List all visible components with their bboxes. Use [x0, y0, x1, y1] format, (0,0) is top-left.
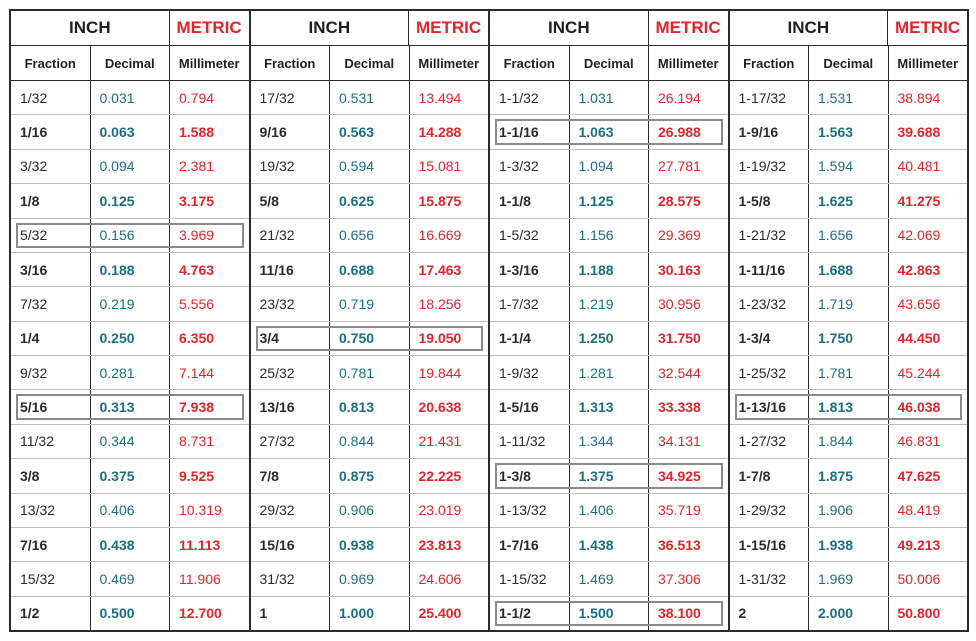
table-row [251, 562, 489, 596]
millimeter-cell: 42.069 [888, 219, 968, 252]
table-row [730, 322, 968, 356]
fraction-cell: 13/16 [259, 399, 295, 416]
table-row-highlighted [490, 597, 728, 630]
decimal-cell: 1.750 [808, 322, 888, 355]
table-row [730, 562, 968, 596]
conversion-table [9, 9, 969, 632]
millimeter-cell: 11.906 [169, 562, 249, 595]
fraction-cell: 1-23/32 [738, 295, 786, 312]
table-row [251, 184, 489, 218]
millimeter-cell: 15.875 [409, 184, 489, 217]
millimeter-cell: 47.625 [888, 459, 968, 492]
fraction-cell: 1-17/32 [738, 89, 786, 106]
decimal-cell: 1.875 [808, 459, 888, 492]
decimal-cell: 1.438 [569, 528, 649, 561]
decimal-cell: 0.344 [90, 425, 170, 458]
table-row [251, 528, 489, 562]
table-row-highlighted [251, 322, 489, 356]
millimeter-cell: 7.144 [169, 356, 249, 389]
table-row [490, 150, 728, 184]
table-row [490, 390, 728, 424]
millimeter-cell: 5.556 [169, 287, 249, 320]
table-row [490, 322, 728, 356]
fraction-cell: 7/16 [20, 536, 48, 553]
decimal-cell: 1.250 [569, 322, 649, 355]
table-row [490, 425, 728, 459]
fraction-cell: 23/32 [259, 295, 295, 312]
fraction-cell: 7/8 [259, 467, 279, 484]
table-row-highlighted [730, 390, 968, 424]
table-row [730, 150, 968, 184]
fraction-cell: 1-15/32 [499, 570, 547, 587]
millimeter-cell: 38.894 [888, 81, 968, 114]
table-body [730, 81, 968, 630]
millimeter-column-header: Millimeter [169, 46, 249, 80]
millimeter-cell: 13.494 [409, 81, 489, 114]
fraction-cell: 1-19/32 [738, 158, 786, 175]
fraction-cell: 1-3/32 [499, 158, 539, 175]
decimal-cell: 0.875 [329, 459, 409, 492]
decimal-cell: 0.844 [329, 425, 409, 458]
decimal-cell: 1.656 [808, 219, 888, 252]
decimal-cell: 1.500 [569, 597, 649, 630]
table-row [490, 184, 728, 218]
millimeter-cell: 43.656 [888, 287, 968, 320]
fraction-cell: 1-13/16 [738, 399, 786, 416]
table-row [251, 494, 489, 528]
table-row [730, 115, 968, 149]
fraction-cell: 1-1/8 [499, 192, 531, 209]
table-row [11, 322, 249, 356]
decimal-cell: 1.969 [808, 562, 888, 595]
decimal-cell: 1.125 [569, 184, 649, 217]
millimeter-cell: 39.688 [888, 115, 968, 148]
fraction-cell: 19/32 [259, 158, 295, 175]
millimeter-cell: 34.925 [648, 459, 728, 492]
fraction-column-header: Fraction [503, 55, 555, 71]
decimal-cell: 0.750 [329, 322, 409, 355]
inch-header: INCH [490, 11, 649, 45]
millimeter-cell: 34.131 [648, 425, 728, 458]
table-row-highlighted [11, 219, 249, 253]
decimal-column-header: Decimal [569, 46, 649, 80]
inch-header: INCH [730, 11, 889, 45]
millimeter-cell: 11.113 [169, 528, 249, 561]
decimal-cell: 0.594 [329, 150, 409, 183]
table-row [251, 597, 489, 630]
unit-header [730, 11, 968, 46]
millimeter-cell: 37.306 [648, 562, 728, 595]
decimal-cell: 1.406 [569, 494, 649, 527]
millimeter-cell: 15.081 [409, 150, 489, 183]
table-row [730, 184, 968, 218]
decimal-cell: 0.531 [329, 81, 409, 114]
decimal-cell: 1.781 [808, 356, 888, 389]
decimal-cell: 0.781 [329, 356, 409, 389]
table-row [730, 459, 968, 493]
fraction-cell: 31/32 [259, 570, 295, 587]
millimeter-column-header: Millimeter [648, 46, 728, 80]
millimeter-cell: 21.431 [409, 425, 489, 458]
decimal-cell: 0.500 [90, 597, 170, 630]
millimeter-cell: 30.956 [648, 287, 728, 320]
table-row-highlighted [11, 390, 249, 424]
decimal-cell: 1.563 [808, 115, 888, 148]
fraction-cell: 1-3/16 [499, 261, 539, 278]
millimeter-cell: 36.513 [648, 528, 728, 561]
fraction-cell: 1/4 [20, 330, 40, 347]
millimeter-cell: 14.288 [409, 115, 489, 148]
table-row [251, 459, 489, 493]
decimal-cell: 1.000 [329, 597, 409, 630]
table-row [251, 425, 489, 459]
decimal-cell: 0.313 [90, 390, 170, 423]
fraction-cell: 1-9/16 [738, 124, 779, 141]
fraction-cell: 15/16 [259, 536, 295, 553]
table-row [490, 81, 728, 115]
decimal-cell: 1.219 [569, 287, 649, 320]
column-headers [730, 46, 968, 81]
table-row-highlighted [490, 115, 728, 149]
column-group-3 [490, 11, 730, 630]
decimal-cell: 0.188 [90, 253, 170, 286]
millimeter-cell: 17.463 [409, 253, 489, 286]
fraction-cell: 1-1/2 [499, 605, 531, 622]
decimal-cell: 1.719 [808, 287, 888, 320]
millimeter-cell: 29.369 [648, 219, 728, 252]
table-row [490, 562, 728, 596]
table-row [490, 287, 728, 321]
millimeter-cell: 50.800 [888, 597, 968, 630]
millimeter-cell: 48.419 [888, 494, 968, 527]
fraction-cell: 3/32 [20, 158, 48, 175]
decimal-cell: 1.938 [808, 528, 888, 561]
table-row [11, 253, 249, 287]
fraction-cell: 25/32 [259, 364, 295, 381]
fraction-cell: 1/32 [20, 89, 48, 106]
millimeter-cell: 30.163 [648, 253, 728, 286]
millimeter-cell: 25.400 [409, 597, 489, 630]
millimeter-cell: 24.606 [409, 562, 489, 595]
fraction-cell: 5/32 [20, 227, 48, 244]
millimeter-column-header: Millimeter [409, 46, 489, 80]
decimal-cell: 0.563 [329, 115, 409, 148]
millimeter-cell: 19.844 [409, 356, 489, 389]
metric-header: METRIC [416, 18, 482, 37]
decimal-cell: 1.469 [569, 562, 649, 595]
decimal-cell: 1.594 [808, 150, 888, 183]
millimeter-cell: 3.969 [169, 219, 249, 252]
decimal-cell: 0.156 [90, 219, 170, 252]
decimal-cell: 1.094 [569, 150, 649, 183]
fraction-cell: 1 [259, 605, 268, 622]
millimeter-cell: 26.988 [648, 115, 728, 148]
table-row [490, 356, 728, 390]
fraction-cell: 1-7/8 [738, 467, 771, 484]
fraction-column-header: Fraction [743, 55, 795, 71]
fraction-cell: 7/32 [20, 295, 48, 312]
table-row [490, 494, 728, 528]
table-body [490, 81, 728, 630]
fraction-cell: 1-7/32 [499, 295, 539, 312]
fraction-cell: 1-11/32 [499, 433, 546, 450]
fraction-cell: 1-5/8 [738, 192, 771, 209]
table-row [730, 287, 968, 321]
column-headers [251, 46, 489, 81]
fraction-cell: 13/32 [20, 502, 56, 519]
fraction-cell: 21/32 [259, 227, 295, 244]
fraction-cell: 9/16 [259, 124, 287, 141]
decimal-cell: 0.031 [90, 81, 170, 114]
decimal-cell: 0.625 [329, 184, 409, 217]
decimal-cell: 1.063 [569, 115, 649, 148]
table-row [11, 459, 249, 493]
fraction-cell: 1-29/32 [738, 502, 786, 519]
table-row [251, 390, 489, 424]
decimal-cell: 0.094 [90, 150, 170, 183]
fraction-column-header: Fraction [24, 55, 76, 71]
table-row [251, 253, 489, 287]
millimeter-cell: 9.525 [169, 459, 249, 492]
millimeter-cell: 4.763 [169, 253, 249, 286]
millimeter-column-header: Millimeter [888, 46, 968, 80]
millimeter-cell: 23.019 [409, 494, 489, 527]
millimeter-cell: 10.319 [169, 494, 249, 527]
fraction-cell: 1-21/32 [738, 227, 786, 244]
decimal-cell: 0.438 [90, 528, 170, 561]
inch-header: INCH [11, 11, 170, 45]
column-group-2 [251, 11, 491, 630]
fraction-cell: 1/8 [20, 192, 40, 209]
decimal-cell: 0.719 [329, 287, 409, 320]
millimeter-cell: 41.275 [888, 184, 968, 217]
fraction-cell: 11/16 [259, 261, 294, 278]
table-row [11, 184, 249, 218]
decimal-cell: 1.906 [808, 494, 888, 527]
decimal-cell: 1.031 [569, 81, 649, 114]
decimal-cell: 1.844 [808, 425, 888, 458]
decimal-cell: 1.531 [808, 81, 888, 114]
table-row [730, 494, 968, 528]
table-row [251, 150, 489, 184]
millimeter-cell: 44.450 [888, 322, 968, 355]
fraction-column-header: Fraction [264, 55, 316, 71]
fraction-cell: 3/8 [20, 467, 40, 484]
table-row [490, 253, 728, 287]
fraction-cell: 1-27/32 [738, 433, 786, 450]
unit-header [251, 11, 489, 46]
table-row [11, 597, 249, 630]
inch-header: INCH [251, 11, 410, 45]
decimal-column-header: Decimal [329, 46, 409, 80]
fraction-cell: 1-3/8 [499, 467, 531, 484]
fraction-cell: 15/32 [20, 570, 56, 587]
fraction-cell: 1-5/16 [499, 399, 539, 416]
fraction-cell: 1-5/32 [499, 227, 539, 244]
fraction-cell: 1-11/16 [738, 261, 786, 278]
decimal-cell: 1.156 [569, 219, 649, 252]
table-row [11, 562, 249, 596]
millimeter-cell: 40.481 [888, 150, 968, 183]
millimeter-cell: 31.750 [648, 322, 728, 355]
millimeter-cell: 20.638 [409, 390, 489, 423]
column-group-1 [11, 11, 251, 630]
table-row [251, 287, 489, 321]
fraction-cell: 1-25/32 [738, 364, 786, 381]
table-row [251, 115, 489, 149]
table-row [730, 425, 968, 459]
decimal-cell: 0.969 [329, 562, 409, 595]
millimeter-cell: 35.719 [648, 494, 728, 527]
decimal-column-header: Decimal [90, 46, 170, 80]
decimal-cell: 0.906 [329, 494, 409, 527]
table-row [11, 494, 249, 528]
table-row [11, 356, 249, 390]
decimal-cell: 1.625 [808, 184, 888, 217]
millimeter-cell: 23.813 [409, 528, 489, 561]
table-row [730, 528, 968, 562]
millimeter-cell: 32.544 [648, 356, 728, 389]
fraction-cell: 1-9/32 [499, 364, 539, 381]
millimeter-cell: 27.781 [648, 150, 728, 183]
table-row [730, 219, 968, 253]
decimal-cell: 1.375 [569, 459, 649, 492]
decimal-cell: 0.219 [90, 287, 170, 320]
millimeter-cell: 28.575 [648, 184, 728, 217]
decimal-cell: 0.656 [329, 219, 409, 252]
fraction-cell: 1-31/32 [738, 570, 786, 587]
decimal-cell: 0.063 [90, 115, 170, 148]
fraction-cell: 2 [738, 605, 747, 622]
decimal-cell: 1.281 [569, 356, 649, 389]
decimal-cell: 1.813 [808, 390, 888, 423]
table-row [11, 150, 249, 184]
decimal-cell: 0.469 [90, 562, 170, 595]
fraction-cell: 1/16 [20, 124, 48, 141]
decimal-cell: 0.281 [90, 356, 170, 389]
decimal-cell: 0.406 [90, 494, 170, 527]
millimeter-cell: 22.225 [409, 459, 489, 492]
column-headers [490, 46, 728, 81]
millimeter-cell: 6.350 [169, 322, 249, 355]
millimeter-cell: 49.213 [888, 528, 968, 561]
fraction-cell: 1-1/16 [499, 124, 539, 141]
decimal-cell: 1.688 [808, 253, 888, 286]
table-row [251, 81, 489, 115]
table-row [730, 356, 968, 390]
millimeter-cell: 8.731 [169, 425, 249, 458]
metric-header: METRIC [176, 18, 242, 37]
decimal-cell: 0.125 [90, 184, 170, 217]
table-row [251, 356, 489, 390]
table-row [11, 115, 249, 149]
fraction-cell: 1/2 [20, 605, 40, 622]
decimal-cell: 1.188 [569, 253, 649, 286]
millimeter-cell: 1.588 [169, 115, 249, 148]
unit-header [490, 11, 728, 46]
table-body [251, 81, 489, 630]
fraction-cell: 1-1/32 [499, 89, 539, 106]
table-body [11, 81, 249, 630]
decimal-cell: 0.688 [329, 253, 409, 286]
decimal-column-header: Decimal [808, 46, 888, 80]
fraction-cell: 1-3/4 [738, 330, 771, 347]
table-row [11, 425, 249, 459]
millimeter-cell: 16.669 [409, 219, 489, 252]
millimeter-cell: 38.100 [648, 597, 728, 630]
metric-header: METRIC [655, 18, 721, 37]
table-row [11, 81, 249, 115]
table-row [730, 253, 968, 287]
unit-header [11, 11, 249, 46]
millimeter-cell: 50.006 [888, 562, 968, 595]
fraction-cell: 1-13/32 [499, 502, 547, 519]
fraction-cell: 3/16 [20, 261, 48, 278]
millimeter-cell: 33.338 [648, 390, 728, 423]
millimeter-cell: 46.038 [888, 390, 968, 423]
decimal-cell: 0.250 [90, 322, 170, 355]
millimeter-cell: 18.256 [409, 287, 489, 320]
fraction-cell: 29/32 [259, 502, 295, 519]
millimeter-cell: 46.831 [888, 425, 968, 458]
table-row [11, 528, 249, 562]
fraction-cell: 27/32 [259, 433, 295, 450]
table-row-highlighted [490, 459, 728, 493]
decimal-cell: 1.313 [569, 390, 649, 423]
millimeter-cell: 19.050 [409, 322, 489, 355]
table-row [730, 597, 968, 630]
metric-header: METRIC [895, 18, 961, 37]
decimal-cell: 0.938 [329, 528, 409, 561]
column-headers [11, 46, 249, 81]
fraction-cell: 9/32 [20, 364, 48, 381]
fraction-cell: 3/4 [259, 330, 279, 347]
fraction-cell: 1-1/4 [499, 330, 531, 347]
table-row [490, 219, 728, 253]
fraction-cell: 1-7/16 [499, 536, 539, 553]
millimeter-cell: 42.863 [888, 253, 968, 286]
fraction-cell: 11/32 [20, 433, 54, 450]
decimal-cell: 0.813 [329, 390, 409, 423]
table-row [490, 528, 728, 562]
millimeter-cell: 0.794 [169, 81, 249, 114]
millimeter-cell: 45.244 [888, 356, 968, 389]
millimeter-cell: 2.381 [169, 150, 249, 183]
fraction-cell: 17/32 [259, 89, 295, 106]
table-row [251, 219, 489, 253]
fraction-cell: 1-15/16 [738, 536, 786, 553]
millimeter-cell: 26.194 [648, 81, 728, 114]
millimeter-cell: 7.938 [169, 390, 249, 423]
decimal-cell: 2.000 [808, 597, 888, 630]
millimeter-cell: 12.700 [169, 597, 249, 630]
decimal-cell: 1.344 [569, 425, 649, 458]
column-group-4 [730, 11, 968, 630]
decimal-cell: 0.375 [90, 459, 170, 492]
millimeter-cell: 3.175 [169, 184, 249, 217]
table-row [730, 81, 968, 115]
fraction-cell: 5/8 [259, 192, 279, 209]
table-row [11, 287, 249, 321]
fraction-cell: 5/16 [20, 399, 48, 416]
